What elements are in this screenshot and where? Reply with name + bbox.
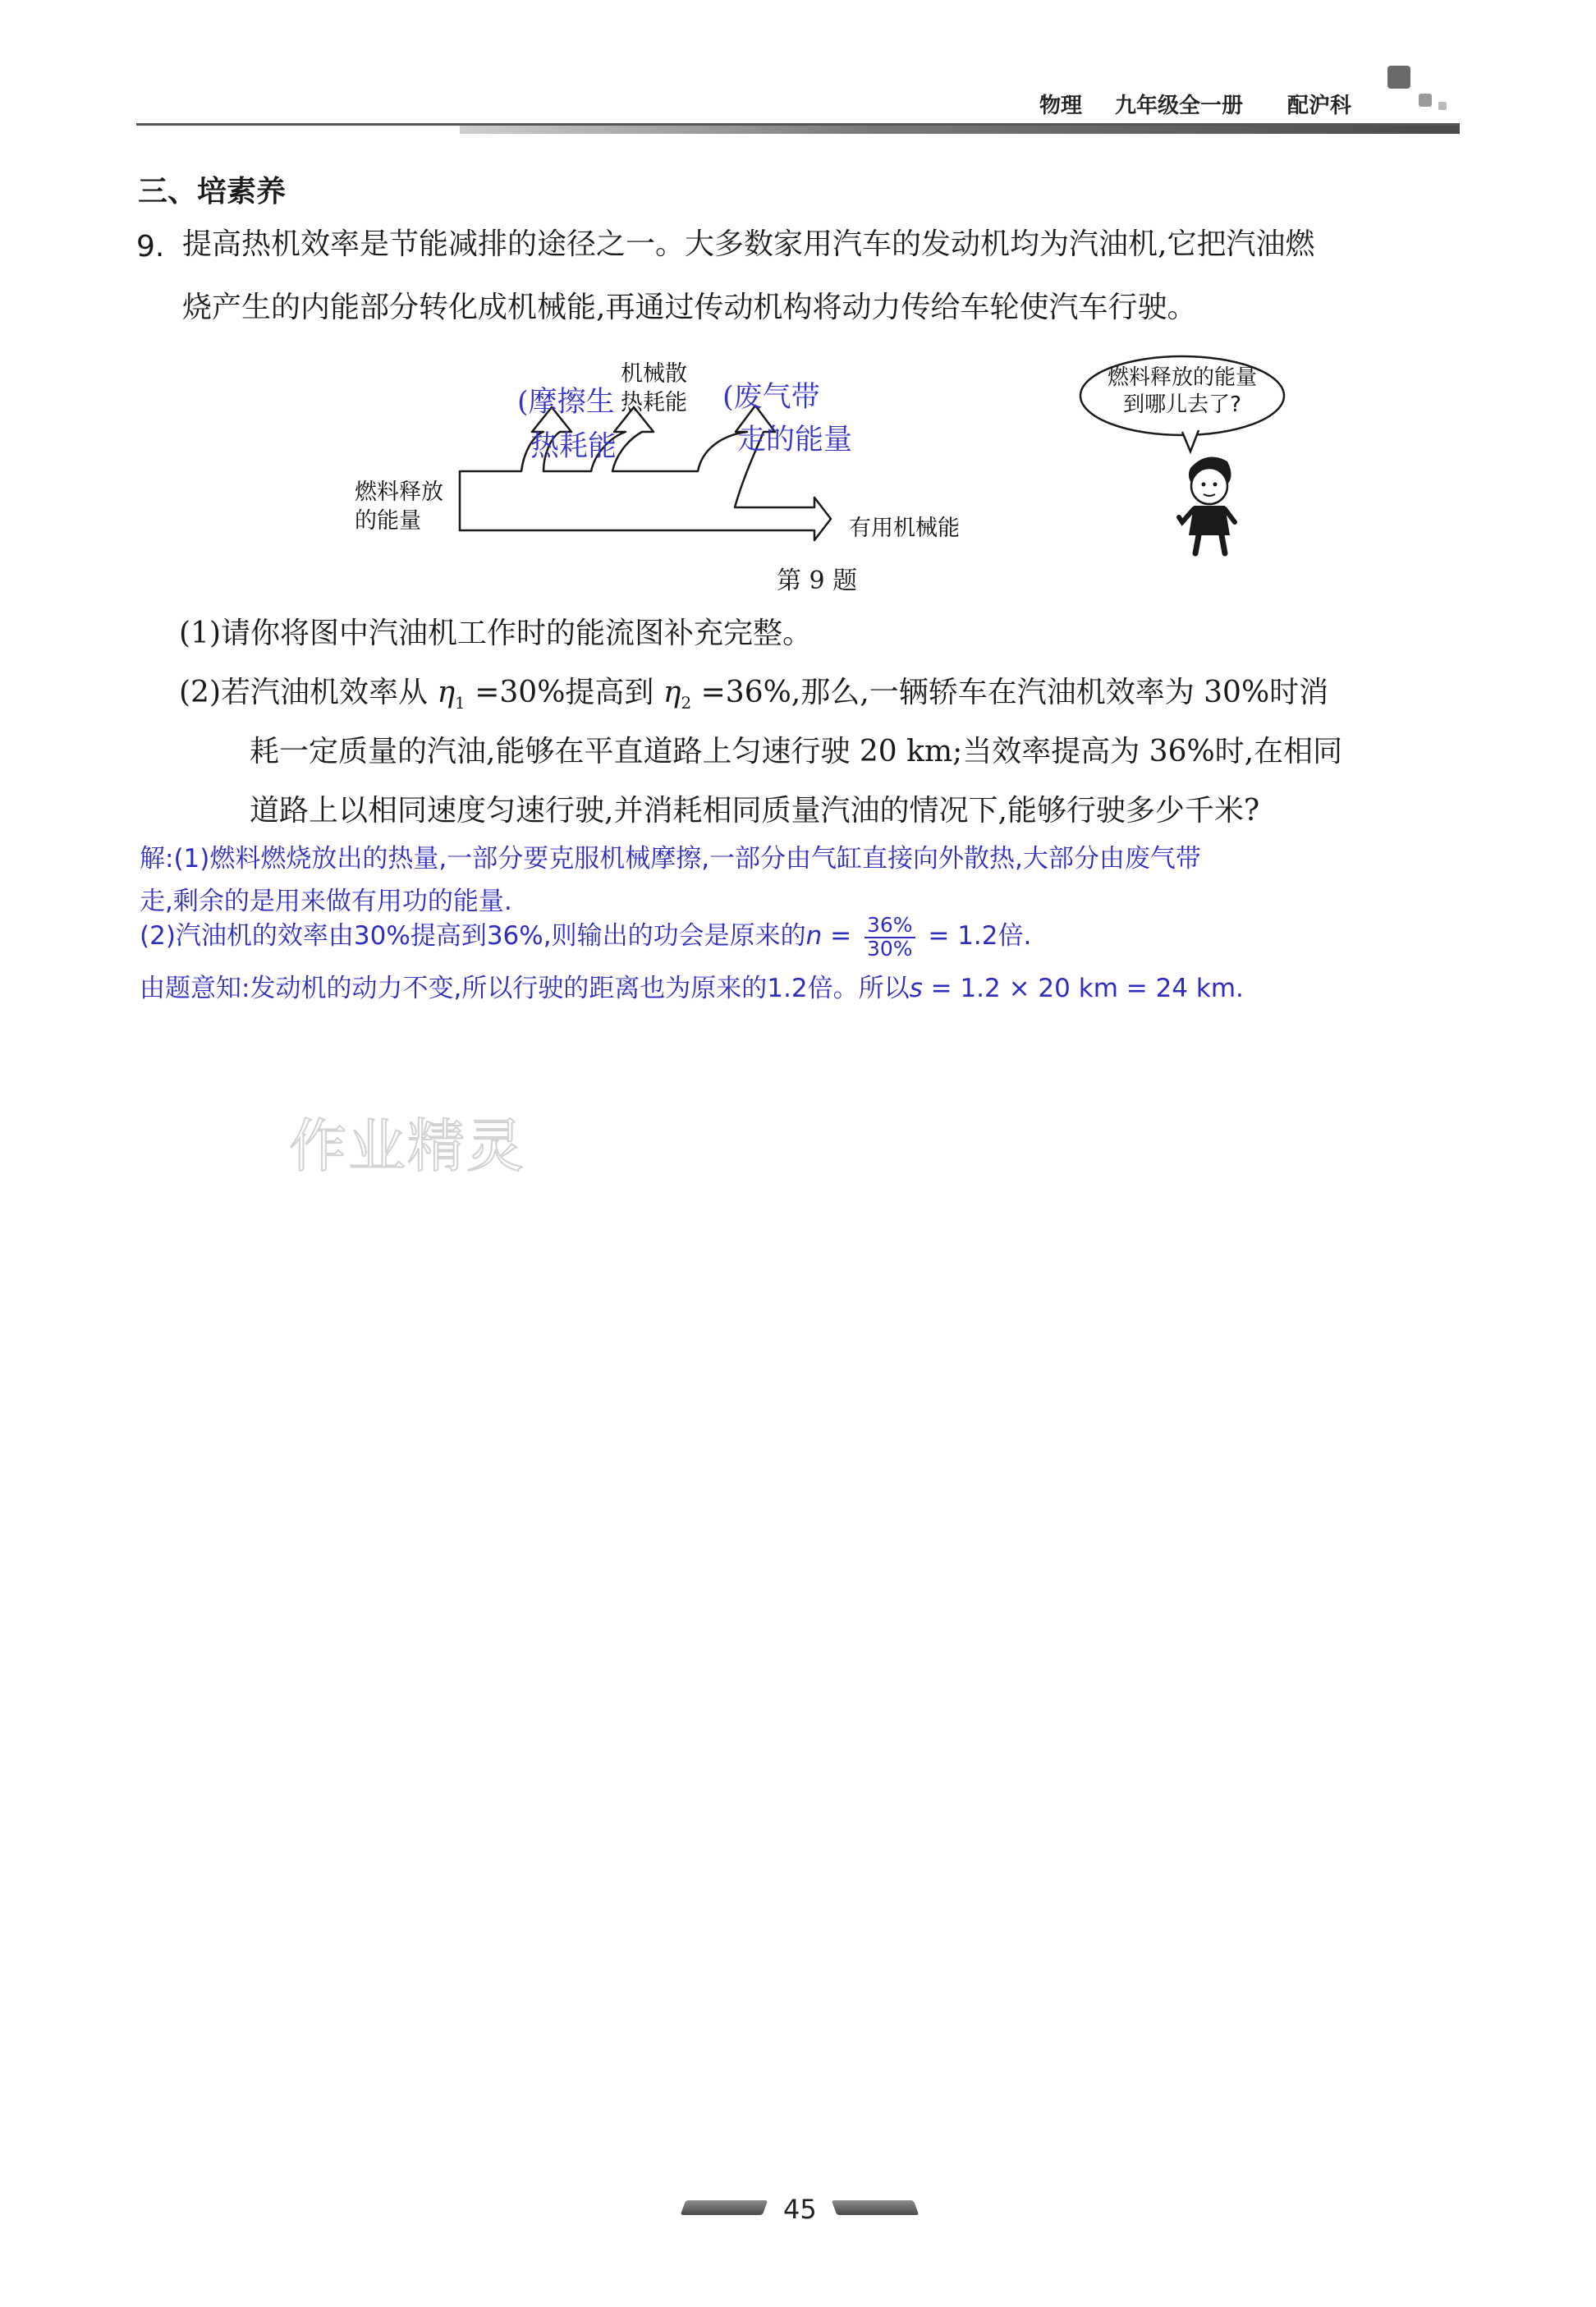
part-2-line-1-a: (2)若汽油机效率从 [179,676,428,709]
page-number: 45 [783,2194,817,2225]
hand-friction-line-1: (摩擦生 [517,386,615,419]
answer-line-2: 走,剩余的是用来做有用功的能量. [140,887,512,916]
footer-bar-left [681,2200,768,2215]
answer-line-4-b: = 1.2 × 20 km = 24 km. [930,974,1244,1003]
mech-loss-line-2: 热耗能 [621,390,687,416]
speech-bubble-tail [1182,430,1199,452]
eta-2-symbol: η [663,676,681,709]
bubble-line-2: 到哪儿去了? [1123,392,1241,417]
part-2-line-3: 道路上以相同速度匀速行驶,并消耗相同质量汽油的情况下,能够行驶多少千米? [250,794,1260,828]
answer-fraction [864,915,915,960]
eta-1-symbol: η [437,676,456,709]
question-text-line-2: 烧产生的内能部分转化成机械能,再通过传动机构将动力传给车轮使汽车行驶。 [182,291,1197,324]
diagram-useful-label: 有用机械能 [849,516,960,541]
fraction-numerator: 36% [864,915,915,938]
eta-1-subscript: 1 [455,693,466,713]
diagram-mech-loss-label [621,360,687,417]
cartoon-boy-icon [1179,457,1235,553]
speech-bubble-text [1095,365,1269,418]
part-2-line-2: 耗一定质量的汽油,能够在平直道路上匀速行驶 20 km;当效率提高为 36%时,在相同 [250,735,1343,768]
header-rule-bar [460,126,1460,134]
header-decoration-square [1419,94,1432,107]
header-decoration-square [1438,102,1447,110]
mech-loss-line-1: 机械散 [621,361,687,387]
part-2-line-1 [179,678,1328,711]
input-label-line-2: 的能量 [355,508,421,534]
hand-friction-line-2: 热耗能 [530,430,617,463]
answer-n-variable: n [805,921,823,951]
answer-line-1: 解:(1)燃料燃烧放出的热量,一部分要克服机械摩擦,一部分由气缸直接向外散热,大部分由废气带 [140,844,1201,874]
watermark: 作业精灵 [289,1112,525,1180]
header-subject: 物理 [1039,94,1083,118]
input-label-line-1: 燃料释放 [355,479,443,505]
answer-equals: = [830,921,852,951]
question-text-line-1: 提高热机效率是节能减排的途径之一。大多数家用汽车的发动机均为汽油机,它把汽油燃 [182,227,1315,261]
answer-line-3 [140,915,1031,960]
answer-line-4-a: 由题意知:发动机的动力不变,所以行驶的距离也为原来的1.2倍。所以 [140,974,910,1003]
answer-s-variable: s [909,974,923,1003]
answer-line-4 [140,967,1244,1004]
answer-line-3-b: = 1.2倍. [928,921,1032,951]
fraction-denominator: 30% [866,936,913,961]
hand-exhaust-line-1: (废气带 [722,381,820,414]
footer-bar-right [832,2200,920,2215]
bubble-line-1: 燃料释放的能量 [1107,365,1257,390]
header-edition: 配沪科 [1287,94,1352,118]
diagram-input-label [355,478,443,535]
part-1-text: (1)请你将图中汽油机工作时的能流图补充完整。 [179,617,812,650]
part-2-line-1-c: =36%,那么,一辆轿车在汽油机效率为 30%时消 [700,676,1329,709]
eta-2-subscript: 2 [681,693,692,713]
header-decoration-square [1387,66,1410,89]
section-title: 三、培素养 [138,175,287,209]
question-number: 9. [136,230,165,264]
part-2-line-1-b: =30%提高到 [475,676,654,709]
header-grade: 九年级全一册 [1115,94,1244,118]
hand-exhaust-line-2: 走的能量 [737,424,853,456]
figure-caption: 第 9 题 [777,566,858,595]
answer-line-3-a: (2)汽油机的效率由30%提高到36%,则输出的功会是原来的 [140,921,806,951]
